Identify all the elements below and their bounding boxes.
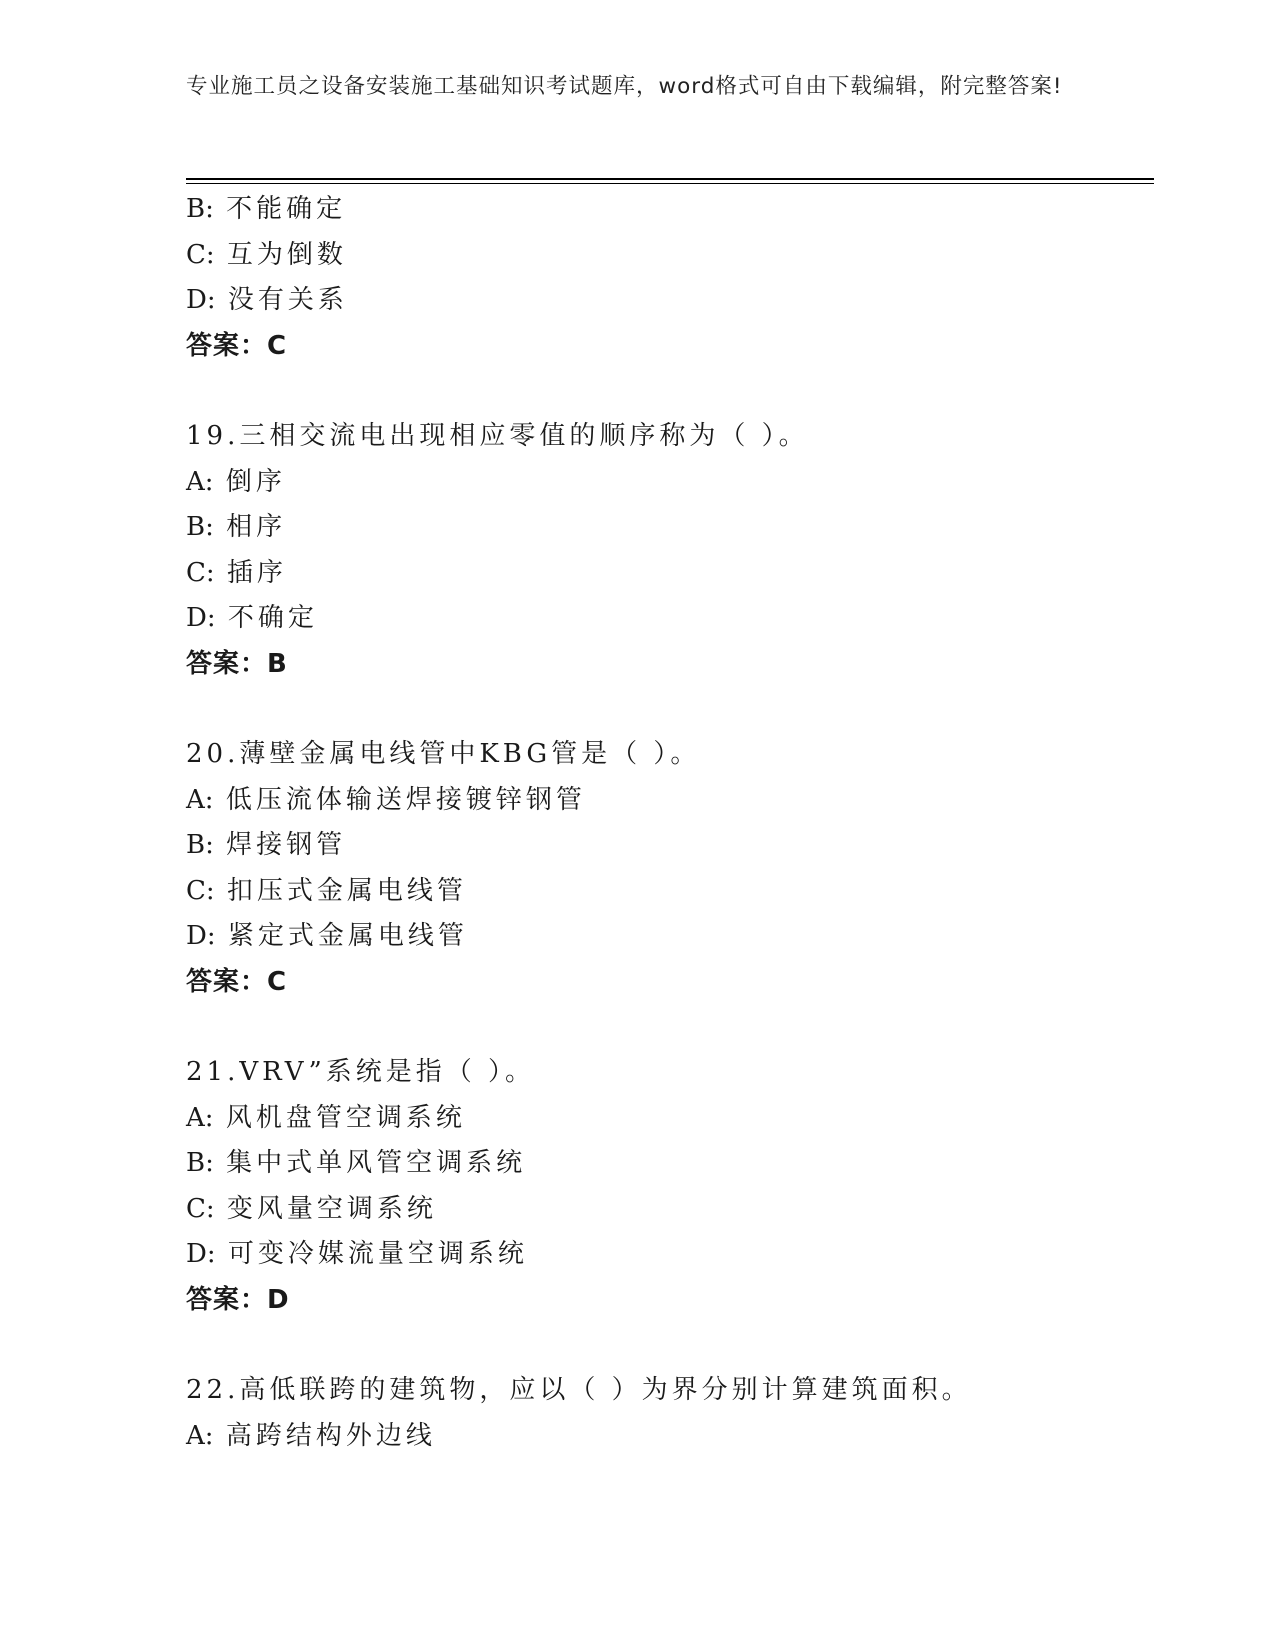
option-a: A: 风机盘管空调系统 — [186, 1102, 466, 1133]
question-block-20 — [186, 732, 1146, 1005]
header-rule-thin — [186, 183, 1154, 184]
question-text: 22.高低联跨的建筑物，应以（ ）为界分别计算建筑面积。 — [186, 1375, 972, 1405]
answer-line: 答案：C — [186, 330, 288, 361]
question-block-19 — [186, 414, 1146, 687]
header-rule-thick — [186, 178, 1154, 180]
question-text: 19.三相交流电出现相应零值的顺序称为（ ）。 — [186, 421, 809, 451]
option-a: A: 高跨结构外边线 — [186, 1420, 436, 1451]
question-text: 20.薄壁金属电线管中KBG管是（ ）。 — [186, 739, 701, 769]
question-block-22 — [186, 1368, 1146, 1459]
option-a: A: 倒序 — [186, 466, 286, 497]
answer-line: 答案：B — [186, 648, 288, 679]
option-d: D: 紧定式金属电线管 — [186, 921, 468, 951]
option-b: B: 焊接钢管 — [186, 830, 347, 860]
option-d: D: 没有关系 — [186, 285, 348, 315]
question-list — [186, 187, 1146, 1459]
option-d: D: 可变冷媒流量空调系统 — [186, 1239, 528, 1269]
answer-line: 答案：D — [186, 1284, 290, 1315]
header-title: 专业施工员之设备安装施工基础知识考试题库，word格式可自由下载编辑，附完整答案! — [186, 74, 1063, 99]
option-b: B: 集中式单风管空调系统 — [186, 1148, 527, 1178]
document-header — [186, 70, 1066, 103]
option-a: A: 低压流体输送焊接镀锌钢管 — [186, 784, 586, 815]
option-c: C: 插序 — [186, 557, 287, 588]
option-c: C: 互为倒数 — [186, 239, 347, 270]
option-b: B: 相序 — [186, 512, 287, 542]
option-d: D: 不确定 — [186, 603, 318, 633]
option-b: B: 不能确定 — [186, 194, 347, 224]
option-c: C: 变风量空调系统 — [186, 1193, 437, 1224]
option-c: C: 扣压式金属电线管 — [186, 875, 467, 906]
question-block-18 — [186, 187, 1146, 369]
answer-line: 答案：C — [186, 966, 288, 997]
question-text: 21.VRV”系统是指（ ）。 — [186, 1057, 536, 1087]
question-block-21 — [186, 1050, 1146, 1323]
